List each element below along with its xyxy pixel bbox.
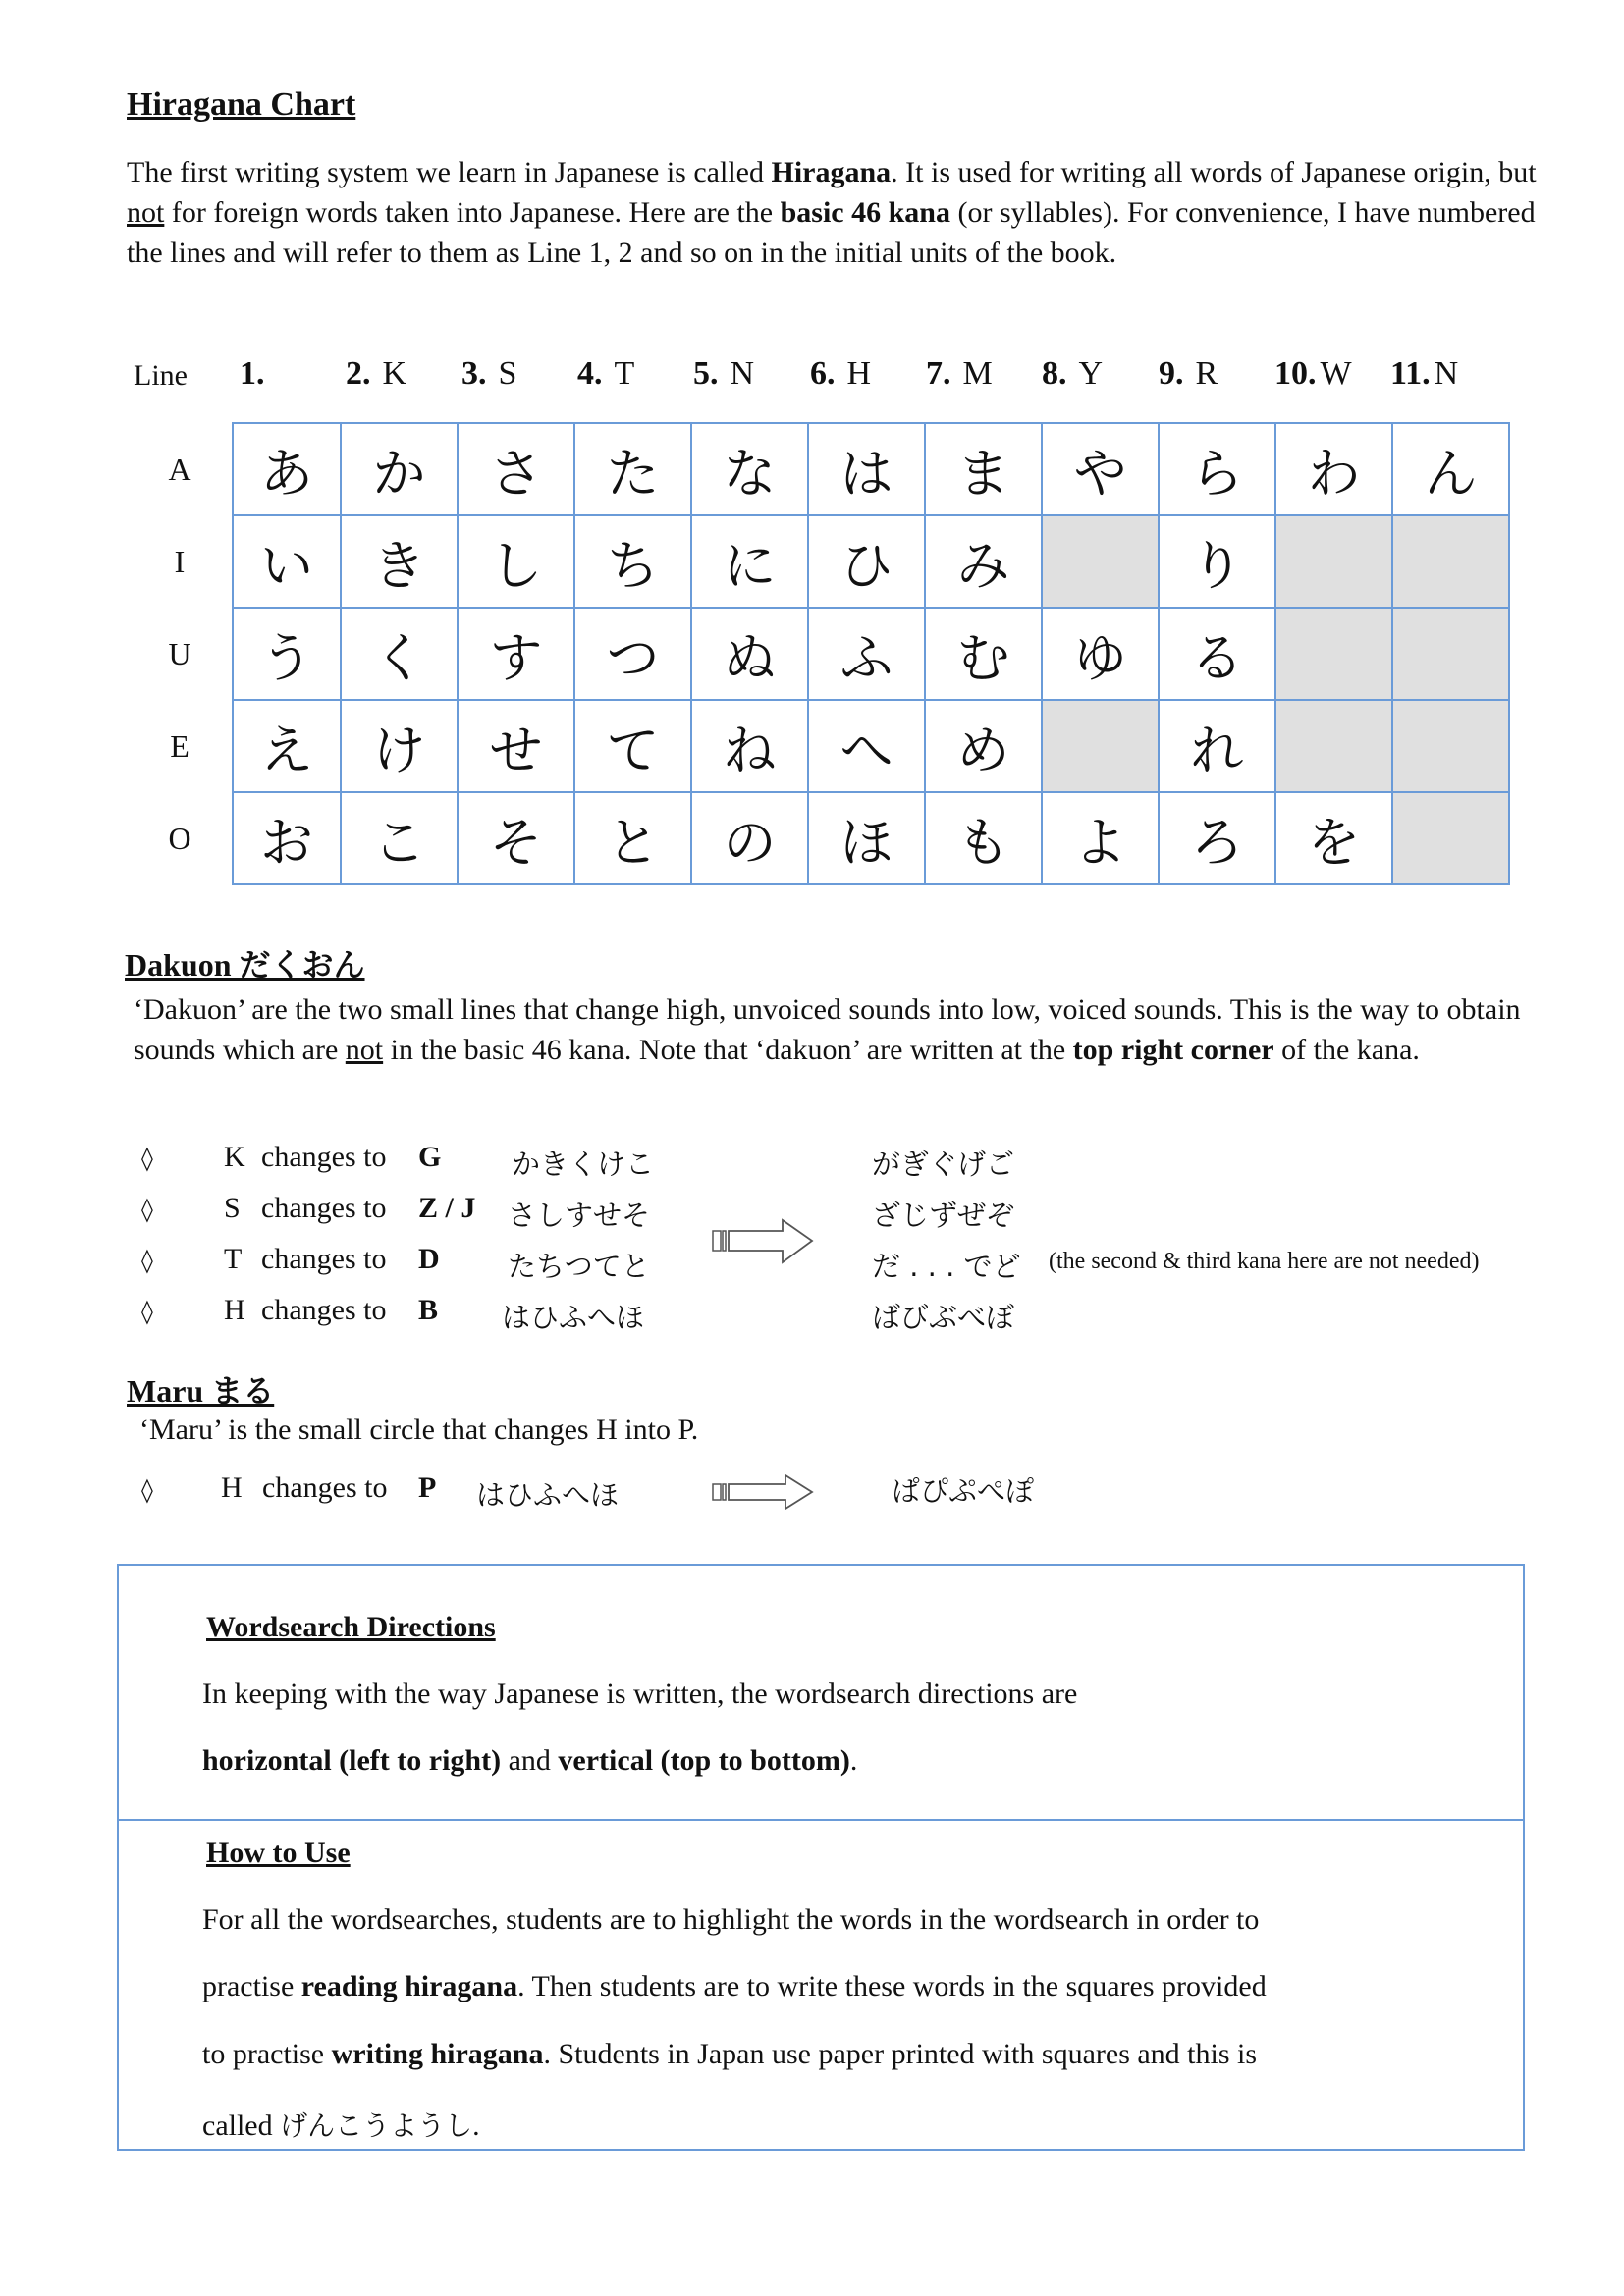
empty-cell [1392,608,1509,700]
empty-cell [1275,515,1392,608]
line-number: 5. [693,355,719,392]
kana-cell: ね [691,700,808,792]
line-letter: N [1434,355,1459,392]
line-letter: R [1195,355,1218,392]
dakuon-paragraph: ‘Dakuon’ are the two small lines that change high, unvoiced sounds into low, voiced sounds. This is the way to obtain sounds which are not in the basic 46 kana. Note that ‘dakuon’ are written at the top right corner of the kana. [134,993,1521,1066]
empty-cell [1392,792,1509,884]
kana-cell: の [691,792,808,884]
bullet-icon: ◊ [141,1298,153,1325]
kana-cell: わ [1275,423,1392,515]
empty-cell [1392,700,1509,792]
bullet-icon: ◊ [141,1247,153,1274]
wordsearch-line-2: horizontal (left to right) and vertical (top to bottom). [202,1744,858,1777]
dakuon-heading: Dakuon だくおん [125,947,365,983]
empty-cell [1042,515,1159,608]
dakuon-kana: さしすせそ [508,1199,651,1232]
kana-cell: と [574,792,691,884]
kana-cell: う [233,608,341,700]
wordsearch-line-1: In keeping with the way Japanese is written, the wordsearch directions are [202,1678,1078,1710]
line-number: 8. [1042,355,1067,392]
kana-cell: ほ [808,792,925,884]
line-header-5 [693,355,754,395]
empty-cell [1275,700,1392,792]
dakuon-result: だ . . . でど [872,1250,1021,1283]
kana-cell: か [341,423,458,515]
kana-cell: く [341,608,458,700]
line-letter: T [614,355,635,392]
kana-cell: え [233,700,341,792]
right-arrow-icon [712,1217,815,1266]
wordsearch-heading: Wordsearch Directions [206,1611,496,1643]
intro-paragraph: The first writing system we learn in Japanese is called Hiragana. It is used for writing all words of Japanese origin, but not for foreign words taken into Japanese. Here are the basic 46 kana (or syllables). For convenience, I have numbered the lines and will refer to them as Line 1, 2 and so on in the initial units of the book. [127,156,1537,269]
kana-cell: ち [574,515,691,608]
kana-cell: ん [1392,423,1509,515]
maru-result: ぱぴぷぺぽ [892,1474,1035,1508]
kana-row [233,515,1509,608]
kana-row [233,700,1509,792]
line-header-11 [1390,355,1458,395]
kana-cell: お [233,792,341,884]
row-label: U [168,636,191,671]
line-header-9 [1159,355,1218,395]
dakuon-to: D [418,1243,440,1275]
kana-cell: れ [1159,700,1275,792]
bullet-icon: ◊ [141,1196,153,1223]
maru-heading: Maru まる [127,1373,275,1409]
dakuon-to: G [418,1141,442,1173]
howto-heading: How to Use [206,1837,351,1869]
kana-cell: こ [341,792,458,884]
kana-cell: き [341,515,458,608]
howto-line-2: practise reading hiragana. Then students are to write these words in the squares provided [202,1970,1267,2002]
dakuon-kana: たちつてと [508,1250,650,1283]
line-header-7 [926,355,993,395]
row-label: I [174,544,186,579]
dakuon-result: ばびぶべぼ [872,1301,1015,1334]
line-letter: H [846,355,872,392]
dakuon-kana: かきくけこ [512,1148,655,1181]
kana-row [233,792,1509,884]
line-number: 4. [577,355,603,392]
kana-cell: め [925,700,1042,792]
kana-cell: も [925,792,1042,884]
line-label: Line [134,359,188,392]
dakuon-result: ざじずぜぞ [872,1199,1015,1232]
bullet-icon: ◊ [141,1145,153,1172]
kana-cell: に [691,515,808,608]
line-letter: Y [1078,355,1104,392]
dakuon-from: H [224,1294,245,1326]
kana-cell: す [458,608,574,700]
kana-cell: ふ [808,608,925,700]
right-arrow-icon [712,1471,815,1513]
kana-cell: さ [458,423,574,515]
kana-cell: あ [233,423,341,515]
line-number: 3. [461,355,487,392]
kana-cell: そ [458,792,574,884]
line-header-3 [461,355,516,395]
line-header-2 [346,355,406,395]
line-number: 9. [1159,355,1184,392]
empty-cell [1275,608,1392,700]
line-header-8 [1042,355,1103,395]
kana-cell: み [925,515,1042,608]
kana-cell: る [1159,608,1275,700]
row-label: A [168,452,191,487]
line-number: 1. [240,355,265,392]
kana-row [233,423,1509,515]
kana-cell: な [691,423,808,515]
maru-changes-text: changes to [262,1471,388,1504]
line-number: 7. [926,355,951,392]
maru-to: P [418,1471,437,1504]
maru-from: H [221,1471,243,1504]
kana-cell: け [341,700,458,792]
dakuon-changes-text: changes to [261,1294,387,1326]
maru-kana: はひふへほ [476,1478,620,1512]
empty-cell [1042,700,1159,792]
line-header-10 [1274,355,1352,395]
kana-cell: ま [925,423,1042,515]
empty-cell [1392,515,1509,608]
dakuon-to: Z / J [418,1192,476,1224]
dakuon-changes-text: changes to [261,1192,387,1224]
dakuon-result: がぎぐげご [872,1148,1015,1181]
line-letter: S [498,355,517,392]
howto-line-1: For all the wordsearches, students are to highlight the words in the wordsearch in order to [202,1903,1260,1936]
line-header-1 [240,355,277,395]
kana-cell: や [1042,423,1159,515]
kana-cell: ひ [808,515,925,608]
howto-line-3: to practise writing hiragana. Students in Japan use paper printed with squares and this is [202,2038,1258,2070]
dakuon-from: K [224,1141,245,1173]
line-header-6 [810,355,871,395]
hiragana-grid [232,422,1510,885]
kana-cell: い [233,515,341,608]
dakuon-from: T [224,1243,243,1275]
row-label: E [170,728,189,764]
howto-line-4: called げんこうようし. [202,2109,480,2142]
line-header-4 [577,355,634,395]
kana-cell: り [1159,515,1275,608]
kana-cell: た [574,423,691,515]
kana-cell: ゆ [1042,608,1159,700]
kana-cell: ぬ [691,608,808,700]
line-number: 11. [1390,355,1431,392]
kana-row [233,608,1509,700]
dakuon-from: S [224,1192,241,1224]
box-divider [117,1819,1525,1821]
dakuon-changes-text: changes to [261,1243,387,1275]
maru-paragraph: ‘Maru’ is the small circle that changes H into P. [139,1414,699,1446]
kana-cell: て [574,700,691,792]
kana-cell: し [458,515,574,608]
dakuon-to: B [418,1294,439,1326]
line-letter: W [1320,355,1352,392]
dakuon-kana: はひふへほ [502,1301,645,1334]
kana-cell: つ [574,608,691,700]
kana-cell: せ [458,700,574,792]
kana-cell: ら [1159,423,1275,515]
kana-cell: ろ [1159,792,1275,884]
kana-cell: は [808,423,925,515]
kana-cell: む [925,608,1042,700]
line-number: 10. [1274,355,1317,392]
kana-cell: へ [808,700,925,792]
kana-cell: よ [1042,792,1159,884]
line-letter: M [962,355,993,392]
line-letter: K [382,355,407,392]
line-letter: N [730,355,755,392]
line-number: 2. [346,355,371,392]
kana-cell: を [1275,792,1392,884]
line-number: 6. [810,355,836,392]
dakuon-changes-text: changes to [261,1141,387,1173]
row-label: O [168,821,191,856]
dakuon-note: (the second & third kana here are not needed) [1049,1249,1480,1274]
bullet-icon: ◊ [141,1476,153,1504]
page-title: Hiragana Chart [127,86,356,123]
